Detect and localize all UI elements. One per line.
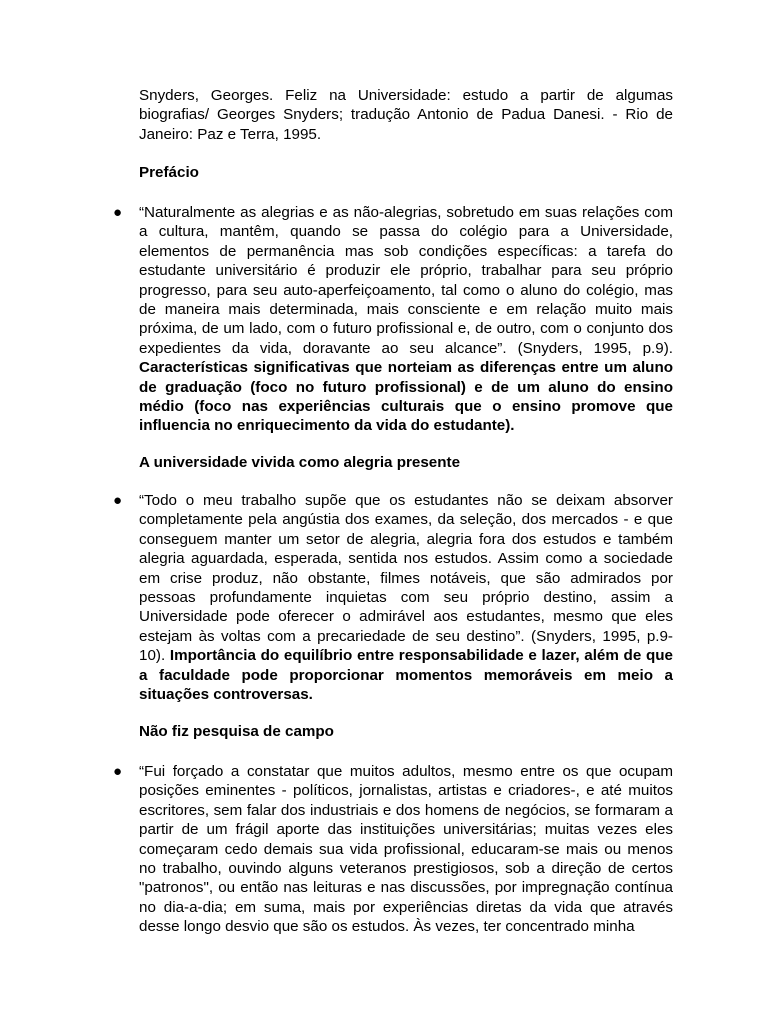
section-heading-pesquisa: Não fiz pesquisa de campo [139,723,334,740]
bibliographic-reference: Snyders, Georges. Feliz na Universidade: estudo a partir de algumas biografias/ Georges Snyders; tradução Antonio de Padua Danesi. - Rio de Janeiro: Paz e Terra, 1995. [139,87,673,143]
section-heading-prefacio: Prefácio [139,164,199,181]
section-heading-universidade: A universidade vivida como alegria presente [139,454,461,471]
bullet-icon: ● [113,492,123,509]
bullet-icon: ● [113,763,123,780]
comment-text: Características significativas que norteiam as diferenças entre um aluno de graduação (foco no futuro profissional) e de um aluno do ensino médio (foco nas experiências culturais que o ensino promove que influencia no enriquecimento da vida do estudante). [139,359,673,435]
comment-text: Importância do equilíbrio entre responsabilidade e lazer, além de que a faculdade pode proporcionar momentos memoráveis em meio a situações controversas. [139,647,673,704]
quote-paragraph-pesquisa [139,762,673,962]
quote-paragraph-prefacio [139,203,673,436]
quote-text: “Fui forçado a constatar que muitos adultos, mesmo entre os que ocupam posições eminentes - políticos, jornalistas, artistas e criadores-, e até muitos escritores, sem falar dos industriais e dos homens de negócios, se formaram a partir de um frágil aporte das instituições universitárias; muitas vezes eles começaram cedo demais sua vida profissional, educaram-se mais ou menos no trabalho, ouvindo alguns veteranos prestigiosos, sob a direção de certos "patronos", ou então nas leituras e nas discussões, por impregnação contínua no dia-a-dia; em suma, mais por experiências diretas da vida que através desse longo desvio que são os estudos. Às vezes, ter concentrado minha [139,763,673,936]
quote-text: “Naturalmente as alegrias e as não-alegrias, sobretudo em suas relações com a cultura, mantêm, quando se passa do colégio para a Universidade, elementos de permanência mas sob condições específicas: a tarefa do estudante universitário é produzir ele próprio, trabalhar para seu próprio progresso, para seu auto-aperfeiçoamento, tal como o aluno do colégio, mas de maneira mais determinada, mais consciente e em relação muito mais próxima, de um lado, com o futuro profissional e, de outro, com o conjunto dos expedientes da vida, doravante ao seu alcance”. (Snyders, 1995, p.9). [139,204,673,357]
quote-text: “Todo o meu trabalho supõe que os estudantes não se deixam absorver completamente pela angústia dos exames, da seleção, dos mercados - e que conseguem manter um setor de alegria, alegria fora dos estudos e também alegria aguardada, esperada, sentida nos estudos. Assim como a sociedade em crise produz, não obstante, filmes notáveis, que são admirados por pessoas profundamente inquietas com seu próprio destino, assim a Universidade pode oferecer o admirável aos estudantes, mesmo que eles estejam às voltas com a precariedade de seu destino”. (Snyders, 1995, p.9-10). [139,492,673,665]
quote-paragraph-universidade [139,491,673,704]
bullet-icon: ● [113,204,123,221]
